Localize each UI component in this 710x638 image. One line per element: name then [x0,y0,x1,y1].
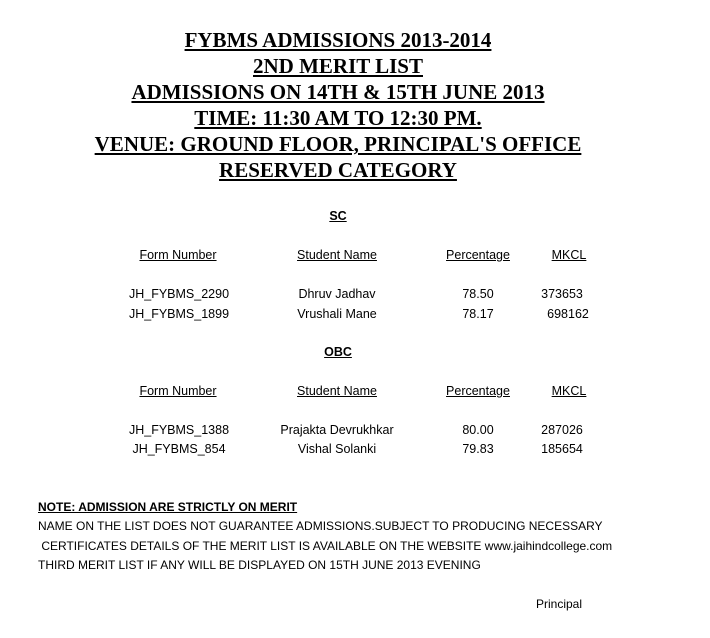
column-header-percentage: Percentage [446,384,510,398]
column-header-student-name: Student Name [297,384,377,398]
note-line: NAME ON THE LIST DOES NOT GUARANTEE ADMISSIONS.SUBJECT TO PRODUCING NECESSARY [38,519,603,533]
note-line: THIRD MERIT LIST IF ANY WILL BE DISPLAYED ON 15TH JUNE 2013 EVENING [38,558,481,572]
student-name-cell: Dhruv Jadhav [298,287,376,301]
title-admissions: FYBMS ADMISSIONS 2013-2014 [184,28,492,52]
form-number-cell: JH_FYBMS_1899 [128,307,230,321]
form-number-cell: JH_FYBMS_1388 [128,423,230,437]
title-venue: VENUE: GROUND FLOOR, PRINCIPAL'S OFFICE [94,132,582,156]
percentage-cell: 79.83 [462,442,494,456]
mkcl-cell: 287026 [541,423,583,437]
percentage-cell: 78.17 [462,307,494,321]
mkcl-cell: 698162 [547,307,589,321]
column-header-percentage: Percentage [446,248,510,262]
signature-principal: Principal [536,597,583,611]
column-header-mkcl: MKCL [551,384,587,398]
title-category: RESERVED CATEGORY [219,158,457,182]
column-header-form-number: Form Number [139,248,217,262]
percentage-cell: 80.00 [462,423,494,437]
column-header-form-number: Form Number [139,384,217,398]
title-merit-list: 2ND MERIT LIST [253,54,423,78]
form-number-cell: JH_FYBMS_2290 [128,287,230,301]
note-title: NOTE: ADMISSION ARE STRICTLY ON MERIT [38,500,298,514]
column-header-student-name: Student Name [297,248,377,262]
student-name-cell: Vrushali Mane [297,307,377,321]
column-header-mkcl: MKCL [551,248,587,262]
section-title-obc: OBC [324,345,352,359]
mkcl-cell: 373653 [541,287,583,301]
percentage-cell: 78.50 [462,287,494,301]
mkcl-cell: 185654 [541,442,583,456]
form-number-cell: JH_FYBMS_854 [132,442,226,456]
student-name-cell: Vishal Solanki [297,442,377,456]
note-line: CERTIFICATES DETAILS OF THE MERIT LIST IS AVAILABLE ON THE WEBSITE www.jaihindcollege.com [38,539,613,553]
title-time: TIME: 11:30 AM TO 12:30 PM. [194,106,482,130]
student-name-cell: Prajakta Devrukhkar [280,423,394,437]
title-admission-dates: ADMISSIONS ON 14TH & 15TH JUNE 2013 [131,80,545,104]
section-title-sc: SC [329,209,347,223]
